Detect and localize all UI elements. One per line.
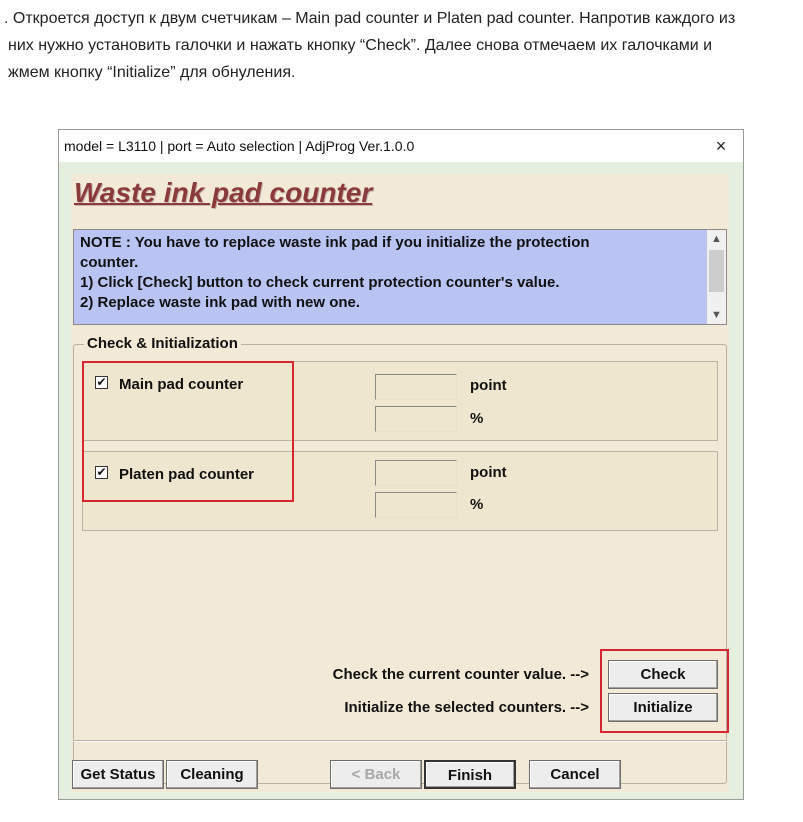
title-bar[interactable] bbox=[59, 130, 743, 162]
main-pad-counter-panel bbox=[82, 361, 718, 441]
main-pad-percent-field bbox=[375, 406, 457, 432]
main-pad-percent-unit: % bbox=[470, 410, 484, 427]
article-line-2: них нужно установить галочки и нажать кнопку “Check”. Далее снова отмечаем их галочками и bbox=[8, 37, 713, 54]
check-button[interactable]: Check bbox=[608, 660, 718, 689]
check-hint: Check the current counter value. --> bbox=[332, 666, 589, 683]
note-box bbox=[73, 229, 727, 325]
platen-pad-point-field bbox=[375, 460, 457, 486]
dialog-content bbox=[71, 174, 729, 792]
platen-pad-percent-field bbox=[375, 492, 457, 518]
platen-pad-counter-panel bbox=[82, 451, 718, 531]
adjprog-window bbox=[58, 129, 744, 800]
main-pad-point-unit: point bbox=[470, 377, 507, 394]
main-pad-checkbox[interactable]: ✔ bbox=[96, 375, 107, 389]
main-pad-point-field bbox=[375, 374, 457, 400]
page-title: Waste ink pad counter bbox=[74, 177, 373, 208]
note-line-3: 1) Click [Check] button to check current protection counter's value. bbox=[80, 274, 560, 291]
platen-pad-point-unit: point bbox=[470, 464, 507, 481]
cleaning-button[interactable]: Cleaning bbox=[166, 760, 258, 789]
initialize-button[interactable]: Initialize bbox=[608, 693, 718, 722]
note-line-2: counter. bbox=[80, 254, 139, 271]
scroll-down-icon[interactable]: ▼ bbox=[711, 309, 722, 321]
note-scrollbar[interactable] bbox=[707, 230, 726, 324]
footer-separator bbox=[73, 740, 727, 742]
window-title: model = L3110 | port = Auto selection | AdjProg Ver.1.0.0 bbox=[64, 138, 415, 154]
back-button[interactable]: < Back bbox=[330, 760, 422, 789]
note-line-1: NOTE : You have to replace waste ink pad if you initialize the protection bbox=[80, 234, 590, 251]
scroll-thumb[interactable] bbox=[709, 250, 724, 292]
platen-pad-checkbox[interactable]: ✔ bbox=[96, 465, 107, 479]
article-line-1: . Откроется доступ к двум счетчикам – Main pad counter и Platen pad counter. Напротив каждого из bbox=[4, 10, 736, 27]
group-label: Check & Initialization bbox=[84, 335, 241, 352]
scroll-up-icon[interactable]: ▲ bbox=[711, 233, 722, 245]
article-line-3: жмем кнопку “Initialize” для обнуления. bbox=[8, 64, 296, 81]
main-pad-counter-label[interactable]: Main pad counter bbox=[119, 376, 244, 393]
cancel-button[interactable]: Cancel bbox=[529, 760, 621, 789]
note-text bbox=[80, 233, 704, 313]
initialize-hint: Initialize the selected counters. --> bbox=[344, 699, 589, 716]
close-icon[interactable]: × bbox=[715, 136, 727, 156]
finish-button[interactable]: Finish bbox=[424, 760, 516, 789]
note-line-4: 2) Replace waste ink pad with new one. bbox=[80, 294, 361, 311]
get-status-button[interactable]: Get Status bbox=[72, 760, 164, 789]
platen-pad-percent-unit: % bbox=[470, 496, 484, 513]
platen-pad-counter-label[interactable]: Platen pad counter bbox=[119, 466, 255, 483]
